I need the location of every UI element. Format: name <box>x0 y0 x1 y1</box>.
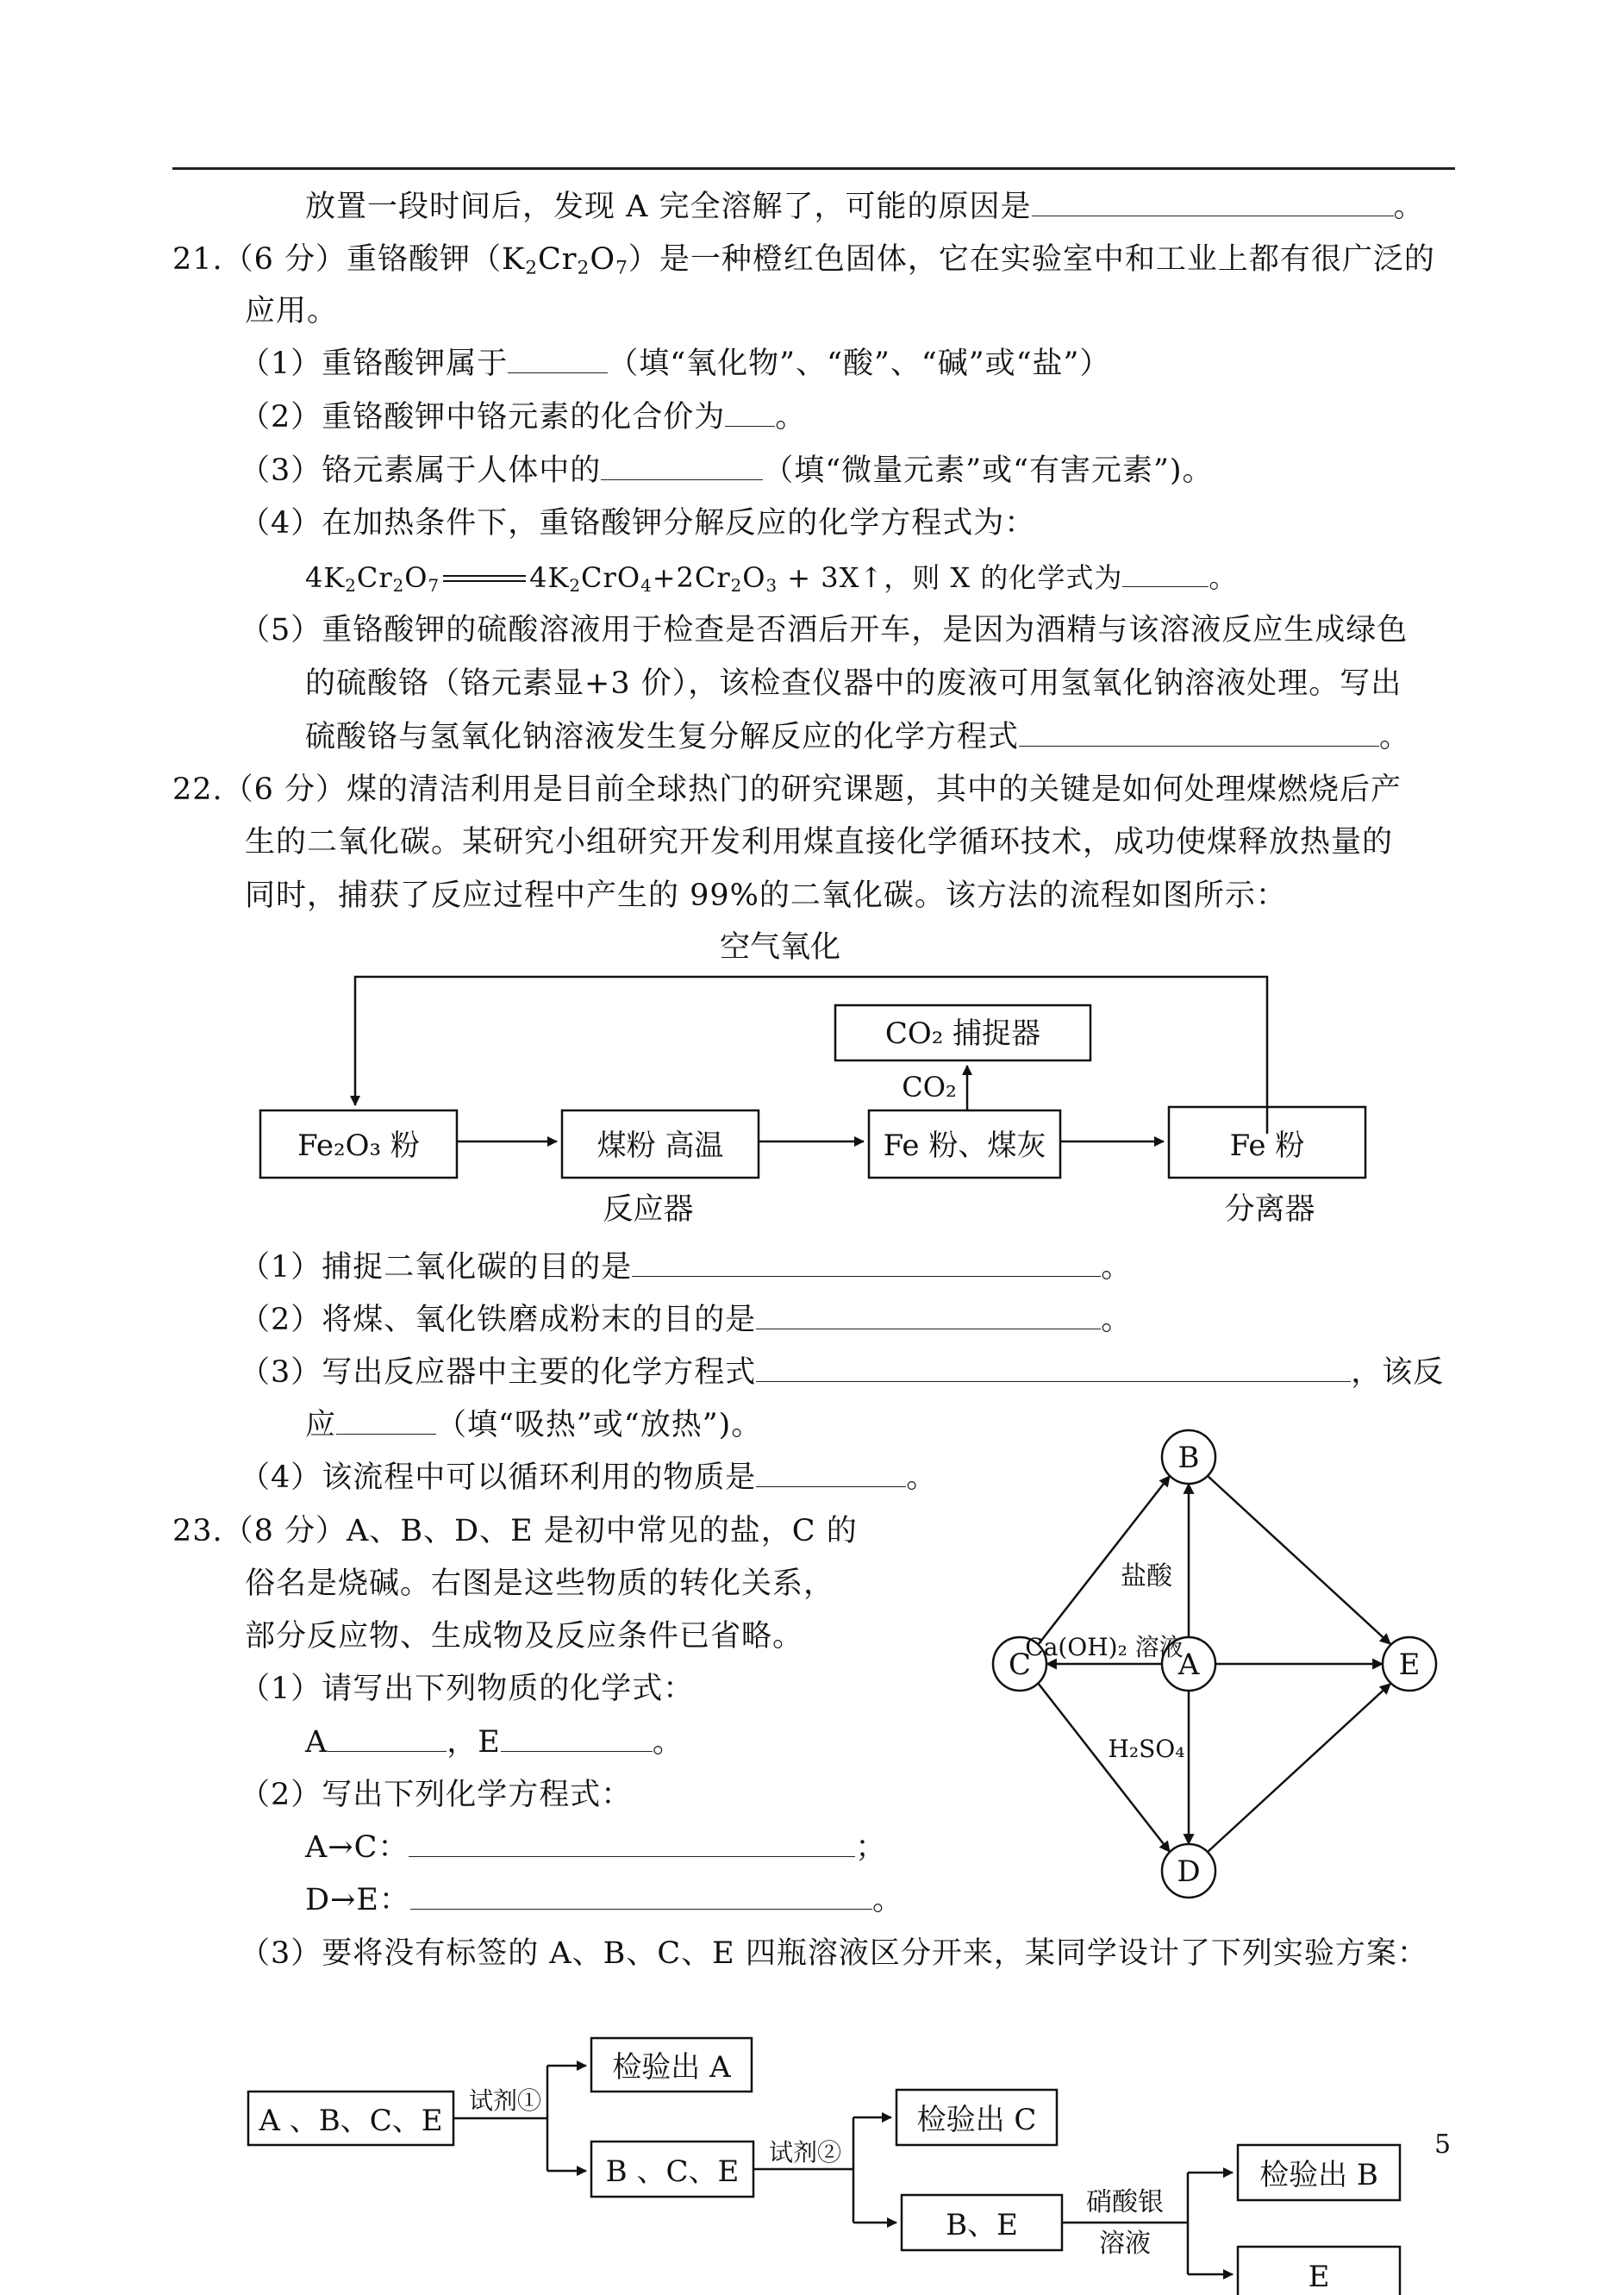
text-line: 俗名是烧碱。右图是这些物质的转化关系， <box>245 1566 835 1601</box>
reactor-label: 反应器 <box>603 1192 694 1227</box>
fe2o3-label: Fe₂O₃ 粉 <box>297 1129 420 1163</box>
node-d-label: D <box>1177 1854 1201 1889</box>
fe-ash-label: Fe 粉、煤灰 <box>883 1129 1046 1163</box>
reagent1-label: 试剂① <box>468 2086 542 2115</box>
hcl-label: 盐酸 <box>1121 1561 1172 1591</box>
start-label: A 、B、C、E <box>259 2104 443 2138</box>
text-line: 应用。 <box>245 294 339 328</box>
detect-c-label: 检验出 C <box>916 2103 1037 2137</box>
q21-part2: （2）重铬酸钾中铬元素的化合价为 。 <box>240 400 807 435</box>
text-line: 应 （填“吸热”或“放热”)。 <box>305 1408 763 1442</box>
agno3-label-1: 硝酸银 <box>1086 2187 1164 2217</box>
q23-part1: （1）请写出下列物质的化学式： <box>240 1672 695 1706</box>
node-e-label: E <box>1398 1648 1421 1682</box>
page-number: 5 <box>1434 2129 1452 2160</box>
q23-formulas: A ，E 。 <box>305 1725 684 1760</box>
q22-part4: （4）该流程中可以循环利用的物质是 。 <box>240 1460 938 1495</box>
q22-part2: （2）将煤、氧化铁磨成粉末的目的是 。 <box>240 1303 1133 1337</box>
edge-c-b <box>1038 1476 1170 1645</box>
fe-label: Fe 粉 <box>1229 1129 1305 1163</box>
q23-eq-ac: A→C： ； <box>305 1830 887 1865</box>
caoh2-label: Ca(OH)₂ 溶液 <box>1025 1633 1184 1661</box>
text-line: 生的二氧化碳。某研究小组研究开发利用煤直接化学循环技术，成功使煤释放热量的 <box>245 825 1394 860</box>
bce-label: B 、C、E <box>605 2154 740 2189</box>
text-line: 硫酸铬与氢氧化钠溶液发生复分解反应的化学方程式 。 <box>305 720 1411 754</box>
node-a-label: A <box>1177 1648 1200 1682</box>
e-label: E <box>1308 2260 1330 2294</box>
question-22: 22.（6 分）煤的清洁利用是目前全球热门的研究课题，其中的关键是如何处理煤燃烧后产 <box>172 772 1402 807</box>
node-c-label: C <box>1008 1648 1032 1682</box>
text-line: 同时，捕获了反应过程中产生的 99%的二氧化碳。该方法的流程如图所示： <box>245 879 1287 913</box>
reactor-box-label: 煤粉 高温 <box>597 1129 724 1163</box>
q22-part3: （3）写出反应器中主要的化学方程式 ，该反 <box>240 1355 1445 1390</box>
experiment-flow <box>0 1983 1624 2295</box>
agno3-label-2: 溶液 <box>1099 2229 1151 2259</box>
node-b-label: B <box>1177 1441 1200 1475</box>
edge-b-e <box>1208 1476 1390 1644</box>
question-21: 21.（6 分）重铬酸钾$(K_2Cr_2O_7)$是一种橙红色固体，它在实验室中和工业上都有很广泛的 <box>172 242 1435 279</box>
detect-a-label: 检验出 A <box>612 2050 731 2085</box>
text-line: 放置一段时间后，发现 A 完全溶解了，可能的原因是 。 <box>305 190 1425 224</box>
q23-part2: （2）写出下列化学方程式： <box>240 1778 633 1812</box>
edge-c-d <box>1038 1683 1170 1852</box>
edge-d-e <box>1208 1684 1390 1852</box>
recycle-arrow <box>355 977 1267 1134</box>
q21-part5: （5）重铬酸钾的硫酸溶液用于检查是否酒后开车，是因为酒精与该溶液反应生成绿色 <box>240 613 1409 647</box>
text-line: 的硫酸铬（铬元素显+3 价），该检查仪器中的废液可用氢氧化钠溶液处理。写出 <box>305 666 1402 701</box>
q23-part3: （3）要将没有标签的 A、B、C、E 四瓶溶液区分开来，某同学设计了下列实验方案： <box>240 1936 1428 1971</box>
co2-label: CO₂ <box>902 1071 957 1104</box>
question-23: 23.（8 分）A、B、D、E 是初中常见的盐，C 的 <box>172 1514 858 1548</box>
detect-b-label: 检验出 B <box>1259 2158 1378 2192</box>
q21-part3: （3）铬元素属于人体中的 （填“微量元素”或“有害元素”)。 <box>240 453 1214 488</box>
h2so4-label: H₂SO₄ <box>1108 1735 1185 1763</box>
relation-graph <box>931 1405 1465 1931</box>
q22-part1: （1）捕捉二氧化碳的目的是 。 <box>240 1250 1133 1285</box>
q21-part4: （4）在加热条件下，重铬酸钾分解反应的化学方程式为： <box>240 506 1036 541</box>
be-label: B、E <box>946 2208 1018 2242</box>
co2-catcher-label: CO₂ 捕捉器 <box>884 1016 1041 1051</box>
separator-label: 分离器 <box>1224 1192 1315 1227</box>
q21-equation: $4K_2Cr_2O_7$ $4K_2CrO_4+2Cr_2O_3$ + 3X↑，则 X 的化学式为 。 <box>305 561 1238 596</box>
q23-eq-de: D→E： 。 <box>305 1883 903 1917</box>
reagent2-label: 试剂② <box>768 2138 842 2167</box>
text-line: 部分反应物、生成物及反应条件已省略。 <box>245 1619 804 1654</box>
q21-part1: （1）重铬酸钾属于 （填“氧化物”、“酸”、“碱”或“盐”） <box>240 347 1111 381</box>
air-oxidation-label: 空气氧化 <box>719 930 841 965</box>
